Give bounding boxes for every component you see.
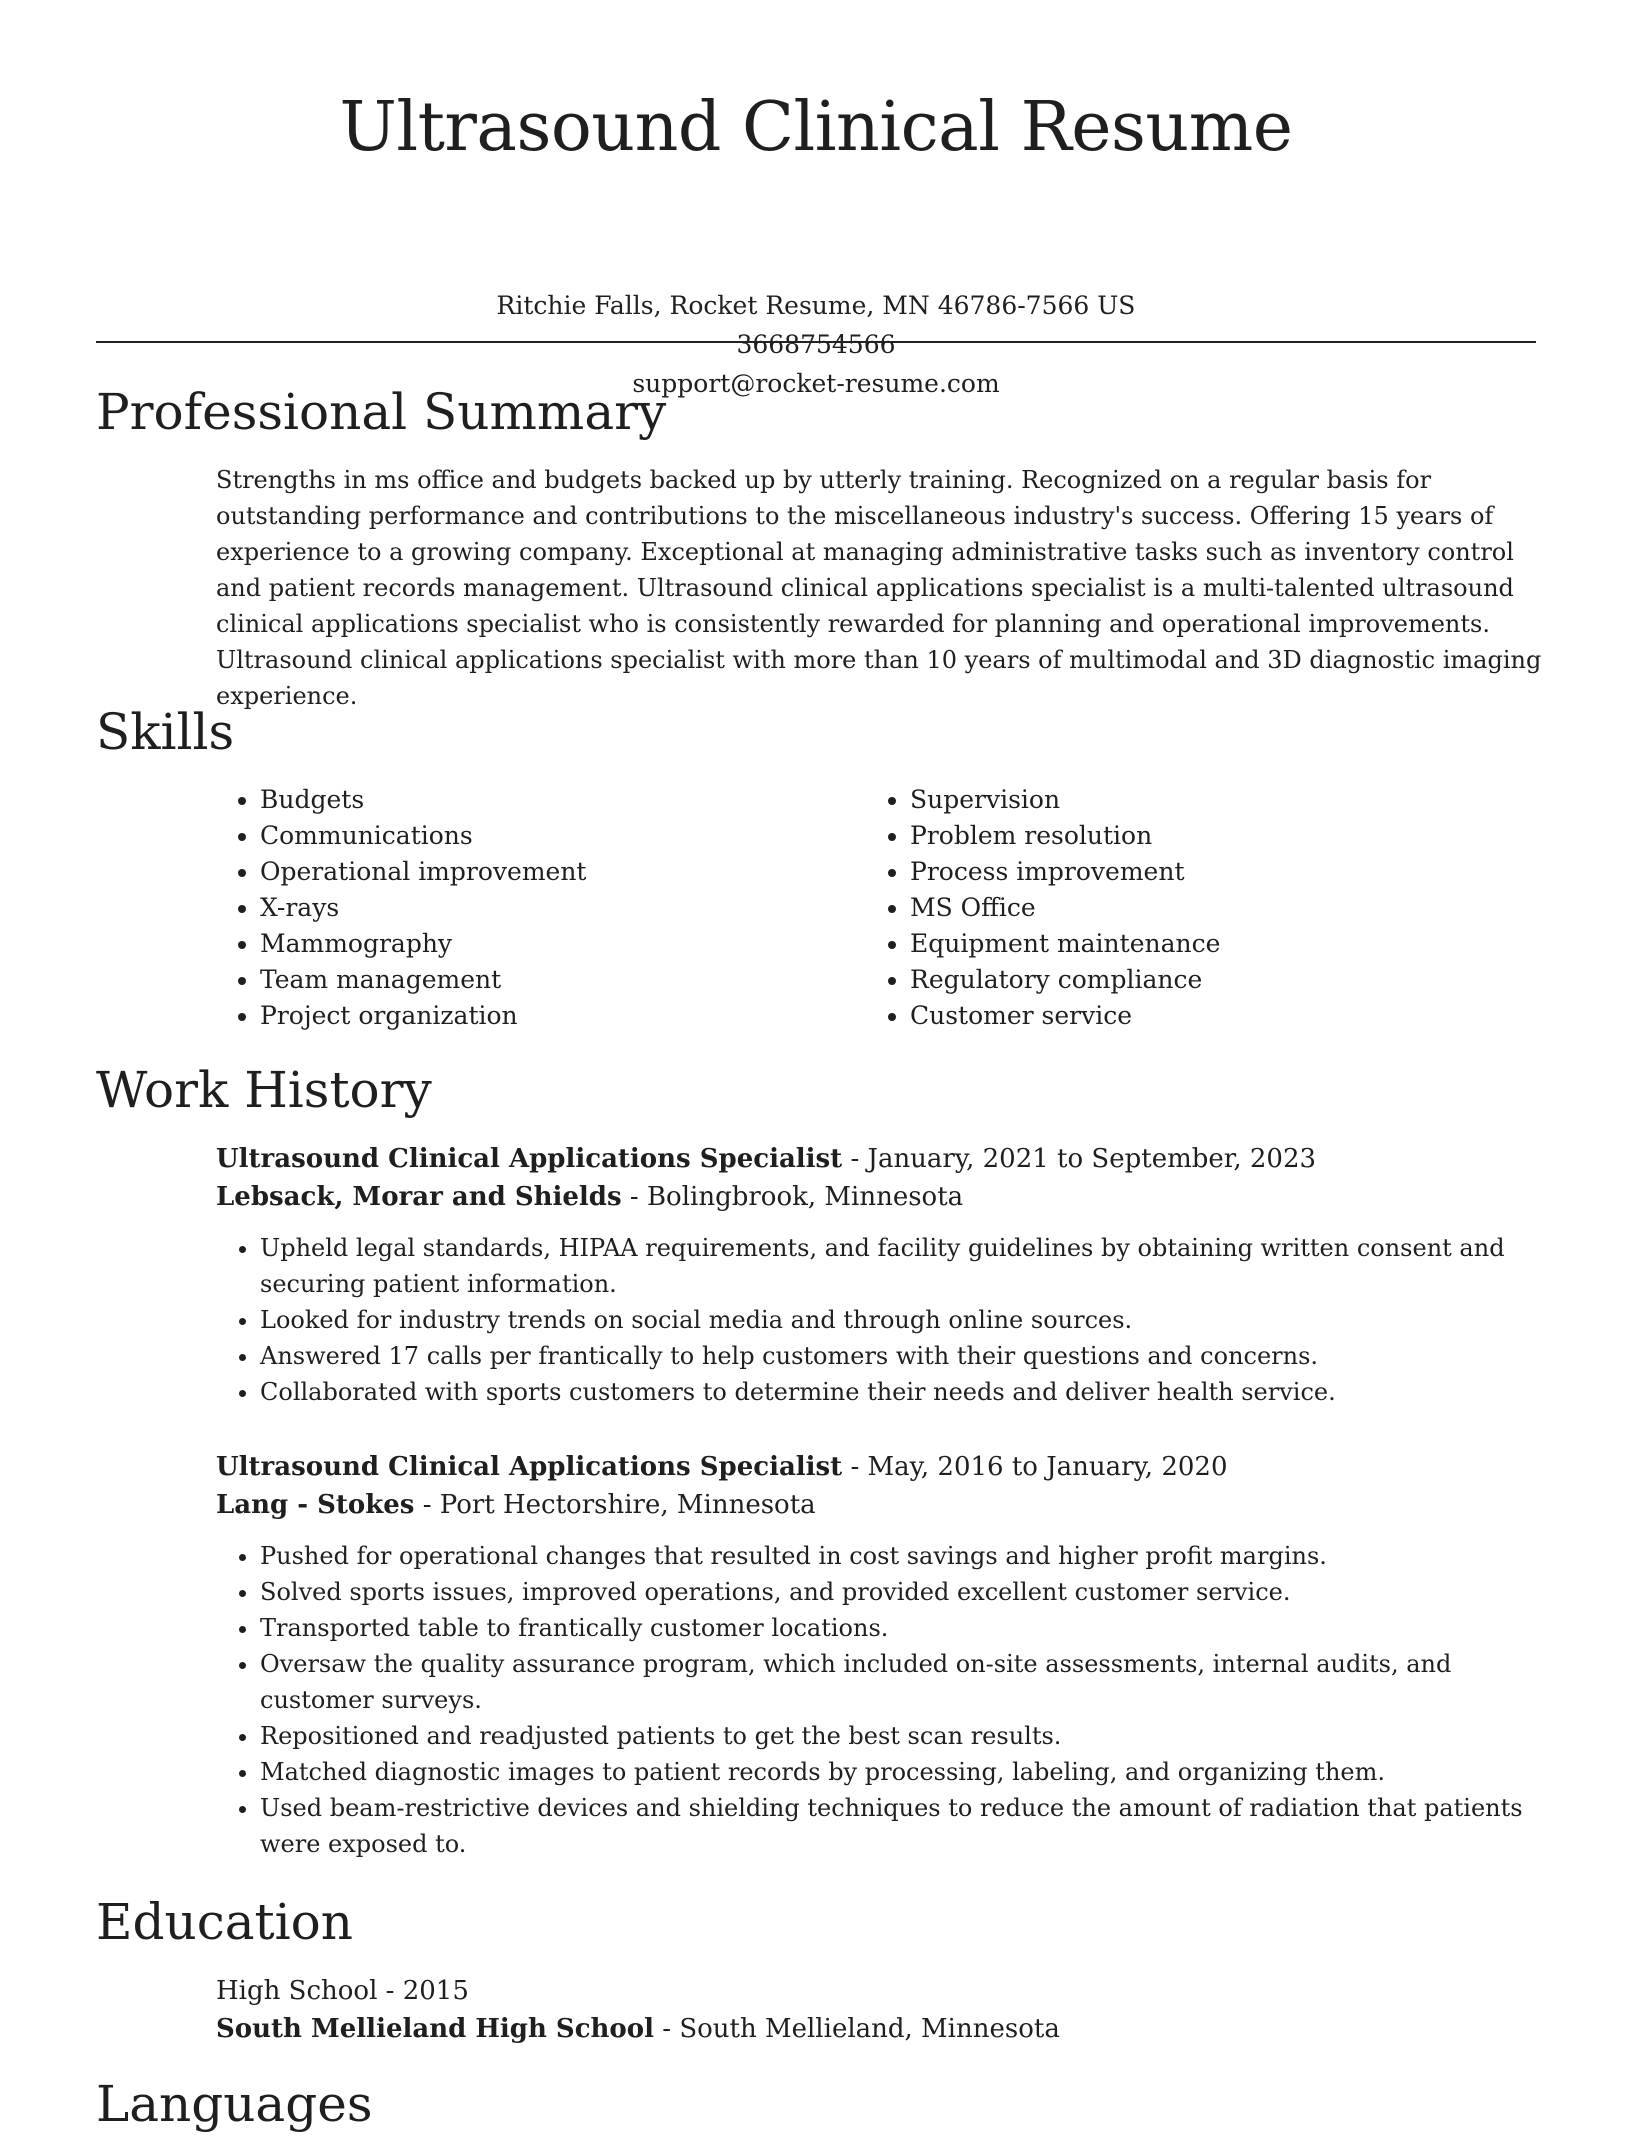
languages-heading: Languages (96, 2075, 373, 2133)
summary-text: Strengths in ms office and budgets backed up by utterly training. Recognized on a regular basis for outstanding performance and contributions to the miscellaneous industry's success. Offering 15 years of experience to a growing company. Exceptional at managing administrative tasks such as inventory control and patient records management. Ultrasound clinical applications specialist is a multi-talented ultrasound clinical applications specialist who is consistently rewarded for planning and operational improvements. Ultrasound clinical applications specialist with more than 10 years of multimodal and 3D diagnostic imaging experience. (216, 466, 1542, 710)
job-bullet: • Oversaw the quality assurance program, which included on-site assessments, internal audits, and customer surveys. (260, 1646, 1546, 1718)
education-location: - South Mellieland, Minnesota (654, 2014, 1060, 2044)
skill-item: • Equipment maintenance (910, 926, 1466, 962)
resume-title: Ultrasound Clinical Resume (339, 88, 1293, 167)
skill-item: • Communications (260, 818, 816, 854)
skill-item: • Project organization (260, 998, 816, 1034)
job-title-line (216, 1140, 1546, 1178)
job-company: Lebsack, Morar and Shields (216, 1182, 622, 1212)
job-dates: - January, 2021 to September, 2023 (842, 1144, 1317, 1174)
job-company-line (216, 1486, 1546, 1524)
job-role: Ultrasound Clinical Applications Specialist (216, 1144, 843, 1174)
contact-address: Ritchie Falls, Rocket Resume, MN 46786-7566 US (496, 291, 1136, 320)
header-divider (96, 341, 1536, 343)
skill-item: • Supervision (910, 782, 1466, 818)
skill-item: • Customer service (910, 998, 1466, 1034)
job-bullet: • Pushed for operational changes that resulted in cost savings and higher profit margins. (260, 1538, 1546, 1574)
education-school-line (216, 2010, 1546, 2048)
skill-item: • X-rays (260, 890, 816, 926)
education-degree: High School - 2015 (216, 1976, 469, 2006)
summary-heading: Professional Summary (96, 383, 667, 441)
job-entry (216, 1140, 1546, 1410)
skill-item: • Process improvement (910, 854, 1466, 890)
skill-item: • MS Office (910, 890, 1466, 926)
job-bullet: • Transported table to frantically customer locations. (260, 1610, 1546, 1646)
skill-item: • Problem resolution (910, 818, 1466, 854)
job-location: - Port Hectorshire, Minnesota (414, 1490, 816, 1520)
contact-email: support@rocket-resume.com (632, 369, 1000, 398)
job-company-line (216, 1178, 1546, 1216)
job-bullet: • Matched diagnostic images to patient records by processing, labeling, and organizing them. (260, 1754, 1546, 1790)
job-bullet: • Solved sports issues, improved operations, and provided excellent customer service. (260, 1574, 1546, 1610)
skill-item: • Team management (260, 962, 816, 998)
job-bullet: • Collaborated with sports customers to determine their needs and deliver health service. (260, 1374, 1546, 1410)
job-bullet: • Used beam-restrictive devices and shielding techniques to reduce the amount of radiation that patients were exposed to. (260, 1790, 1546, 1862)
skills-column-right (866, 782, 1466, 1034)
job-role: Ultrasound Clinical Applications Specialist (216, 1452, 843, 1482)
job-location: - Bolingbrook, Minnesota (621, 1182, 964, 1212)
skill-item: • Mammography (260, 926, 816, 962)
job-bullet: • Looked for industry trends on social media and through online sources. (260, 1302, 1546, 1338)
contact-phone: 3668754566 (736, 330, 896, 359)
education-school: South Mellieland High School (216, 2014, 654, 2044)
job-title-line (216, 1448, 1546, 1486)
job-dates: - May, 2016 to January, 2020 (842, 1452, 1228, 1482)
job-company: Lang - Stokes (216, 1490, 415, 1520)
skill-item: • Budgets (260, 782, 816, 818)
job-entry (216, 1448, 1546, 1862)
skills-column-left (216, 782, 816, 1034)
education-entry (216, 1972, 1546, 2048)
skill-item: • Operational improvement (260, 854, 816, 890)
job-bullets (216, 1538, 1546, 1862)
education-heading: Education (96, 1893, 353, 1951)
job-bullet: • Upheld legal standards, HIPAA requirements, and facility guidelines by obtaining written consent and securing patient information. (260, 1230, 1546, 1302)
resume-header (96, 80, 1536, 398)
job-bullets (216, 1230, 1546, 1410)
job-bullet: • Answered 17 calls per frantically to help customers with their questions and concerns. (260, 1338, 1546, 1374)
work-heading: Work History (96, 1061, 432, 1119)
job-bullet: • Repositioned and readjusted patients to get the best scan results. (260, 1718, 1546, 1754)
skills-heading: Skills (96, 703, 235, 761)
skill-item: • Regulatory compliance (910, 962, 1466, 998)
